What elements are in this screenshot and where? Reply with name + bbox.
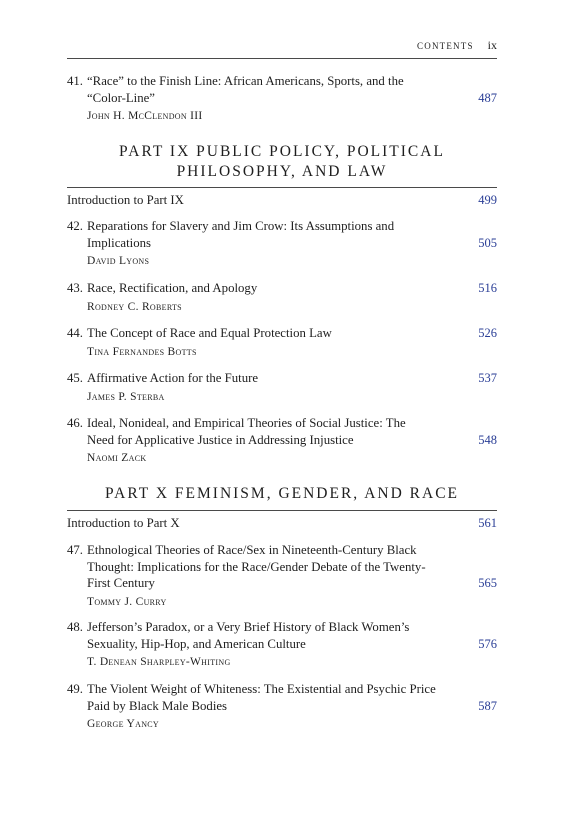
entry-title: Race, Rectification, and Apology bbox=[87, 281, 258, 295]
entry-author: Tina Fernandes Botts bbox=[87, 345, 197, 358]
entry-author: Tommy J. Curry bbox=[87, 595, 167, 608]
toc-entry-47[interactable] bbox=[67, 542, 497, 610]
entry-author: George Yancy bbox=[87, 718, 159, 730]
toc-entry-48[interactable] bbox=[67, 619, 497, 670]
entry-page-link[interactable]: 565 bbox=[478, 576, 497, 590]
intro-label: Introduction to Part IX bbox=[67, 193, 184, 207]
running-head bbox=[67, 38, 497, 53]
part-rule bbox=[67, 187, 497, 188]
entry-title: “Race” to the Finish Line: African Americans, Sports, and the “Color-Line” bbox=[87, 74, 404, 105]
entry-number: 45. bbox=[67, 371, 83, 385]
entry-number: 46. bbox=[67, 416, 83, 430]
part-intro[interactable] bbox=[67, 515, 497, 531]
entry-author: T. Denean Sharpley-Whiting bbox=[87, 656, 231, 668]
toc-entry-42[interactable] bbox=[67, 218, 497, 269]
entry-page-link[interactable]: 487 bbox=[478, 90, 497, 105]
entry-title: The Concept of Race and Equal Protection Law bbox=[87, 326, 332, 340]
entry-page-link[interactable]: 537 bbox=[478, 371, 497, 385]
entry-page-link[interactable]: 516 bbox=[478, 281, 497, 295]
entry-number: 48. bbox=[67, 620, 83, 634]
entry-author: James P. Sterba bbox=[87, 390, 165, 403]
running-head-page-number: ix bbox=[487, 38, 497, 52]
entry-author: Naomi Zack bbox=[87, 452, 147, 464]
entry-number: 49. bbox=[67, 682, 83, 696]
entry-number: 43. bbox=[67, 281, 83, 295]
toc-entry-41[interactable] bbox=[67, 73, 497, 124]
entry-page-link[interactable]: 548 bbox=[478, 432, 497, 447]
toc-entry-43[interactable] bbox=[67, 280, 497, 315]
header-rule bbox=[67, 58, 497, 59]
toc-entry-44[interactable] bbox=[67, 325, 497, 360]
entry-title: Ideal, Nonideal, and Empirical Theories of Social Justice: The Need for Applicative Justice in Addressing Injustice bbox=[87, 416, 406, 447]
entry-number: 41. bbox=[67, 74, 83, 88]
entry-author: David Lyons bbox=[87, 255, 150, 267]
part-intro[interactable] bbox=[67, 192, 497, 208]
intro-page-link[interactable]: 499 bbox=[478, 193, 497, 207]
toc-entry-49[interactable] bbox=[67, 681, 497, 732]
entry-number: 44. bbox=[67, 326, 83, 340]
intro-page-link[interactable]: 561 bbox=[478, 516, 497, 530]
entry-page-link[interactable]: 505 bbox=[478, 235, 497, 250]
toc-entry-45[interactable] bbox=[67, 370, 497, 405]
running-head-section: CONTENTS bbox=[417, 41, 474, 51]
entry-title: Affirmative Action for the Future bbox=[87, 371, 259, 385]
part-heading: PART IX PUBLIC POLICY, POLITICAL PHILOSOPHY, AND LAW bbox=[119, 143, 445, 180]
entry-title: Jefferson’s Paradox, or a Very Brief History of Black Women’s Sexuality, Hip-Hop, and American Culture bbox=[87, 620, 410, 651]
entry-page-link[interactable]: 526 bbox=[478, 326, 497, 340]
entry-page-link[interactable]: 576 bbox=[478, 636, 497, 651]
entry-author: John H. McClendon III bbox=[87, 110, 203, 122]
entry-title: Ethnological Theories of Race/Sex in Nineteenth-Century Black Thought: Implications for the Race/Gender Debate of the Twenty-First Century bbox=[87, 543, 426, 590]
entry-author: Rodney C. Roberts bbox=[87, 300, 182, 313]
entry-number: 47. bbox=[67, 543, 83, 557]
toc-entry-46[interactable] bbox=[67, 415, 497, 466]
entry-number: 42. bbox=[67, 219, 83, 233]
entry-title: The Violent Weight of Whiteness: The Existential and Psychic Price Paid by Black Male Bodies bbox=[87, 682, 436, 713]
entry-title: Reparations for Slavery and Jim Crow: Its Assumptions and Implications bbox=[87, 219, 395, 250]
part-rule bbox=[67, 510, 497, 511]
entry-page-link[interactable]: 587 bbox=[478, 698, 497, 713]
intro-label: Introduction to Part X bbox=[67, 516, 180, 530]
part-heading: PART X FEMINISM, GENDER, AND RACE bbox=[104, 485, 459, 502]
